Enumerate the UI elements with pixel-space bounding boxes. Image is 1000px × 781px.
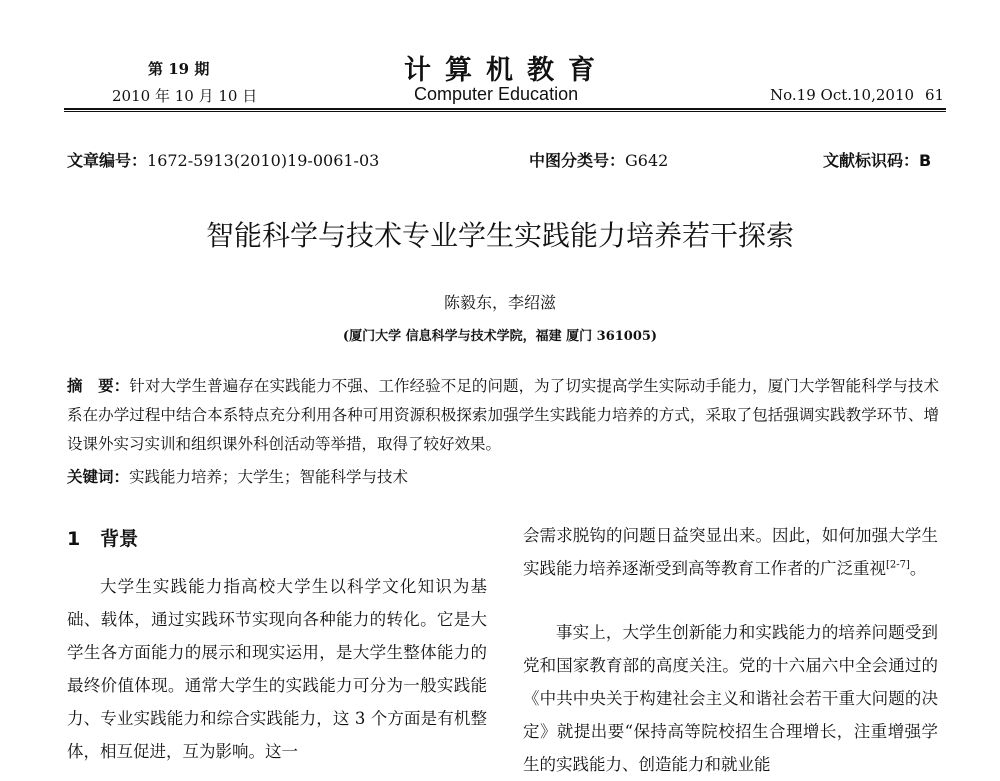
authors: 陈毅东，李绍滋: [443, 293, 556, 312]
issue-date: 2010 年 10 月 10 日: [112, 87, 258, 105]
article-number-value: 1672-5913(2010)19-0061-03: [147, 151, 380, 170]
issue-info-en: No.19 Oct.10,2010: [770, 86, 915, 104]
body-right-paragraph-1: [523, 519, 938, 585]
document-code-label: 文献标识码：: [823, 151, 920, 170]
article-number-label: 文章编号：: [67, 151, 148, 170]
keywords-text: 实践能力培养；大学生；智能科学与技术: [129, 468, 409, 486]
body-right-paragraph-1-text: 会需求脱钩的问题日益突显出来。因此，如何加强大学生实践能力培养逐渐受到高等教育工作者的广泛重视: [523, 526, 938, 578]
abstract-label: 摘 要：: [67, 377, 130, 395]
keywords: [67, 465, 408, 487]
header-rule: [64, 108, 946, 110]
page-number: 61: [925, 86, 945, 104]
abstract-text: 针对大学生普遍存在实践能力不强、工作经验不足的问题，为了切实提高学生实际动手能力，厦门大学智能科学与技术系在办学过程中结合本系特点充分利用各种可用资源积极探索加强学生实践能力培养的方式，采取了包括强调实践教学环节、增设课外实习实训和组织课外科创活动等举措，取得了较好效果。: [67, 377, 939, 453]
classification-number: [529, 148, 668, 171]
affiliation: (厦门大学 信息科学与技术学院，福建 厦门 361005): [342, 329, 658, 344]
document-code: [823, 148, 931, 171]
body-right-paragraph-2: 事实上，大学生创新能力和实践能力的培养问题受到党和国家教育部的高度关注。党的十六届六中全会通过的《中共中央关于构建社会主义和谐社会若干重大问题的决定》就提出要“保持高等院校招生合理增长，注重增强学生的实践能力、创造能力和就业能: [523, 623, 938, 774]
classification-value: G642: [625, 151, 669, 170]
journal-title-en: Computer Education: [414, 84, 579, 104]
header-rule-thin: [64, 111, 946, 112]
classification-label: 中图分类号：: [529, 151, 626, 170]
article-number: [67, 148, 379, 171]
body-left-paragraph: 大学生实践能力指高校大学生以科学文化知识为基础、载体，通过实践环节实现向各种能力的转化。它是大学生各方面能力的展示和现实运用，是大学生整体能力的最终价值体现。通常大学生的实践能力可分为一般实践能力、专业实践能力和综合实践能力，这 3 个方面是有机整体，相互促进，互为影响。这一: [67, 577, 487, 761]
body-right-paragraph-1-end: 。: [909, 559, 927, 578]
paper-title: 智能科学与技术专业学生实践能力培养若干探索: [205, 219, 794, 252]
document-code-value: B: [919, 151, 932, 170]
issue-label: 第 19 期: [148, 60, 210, 78]
section-title: 背景: [100, 528, 139, 550]
section-number: 1: [67, 528, 81, 550]
citation-ref: [2-7]: [886, 559, 910, 571]
keywords-label: 关键词：: [67, 468, 130, 486]
journal-title-cn: 计算机教育: [404, 55, 609, 86]
abstract: [67, 372, 939, 459]
section-heading: [67, 524, 138, 551]
